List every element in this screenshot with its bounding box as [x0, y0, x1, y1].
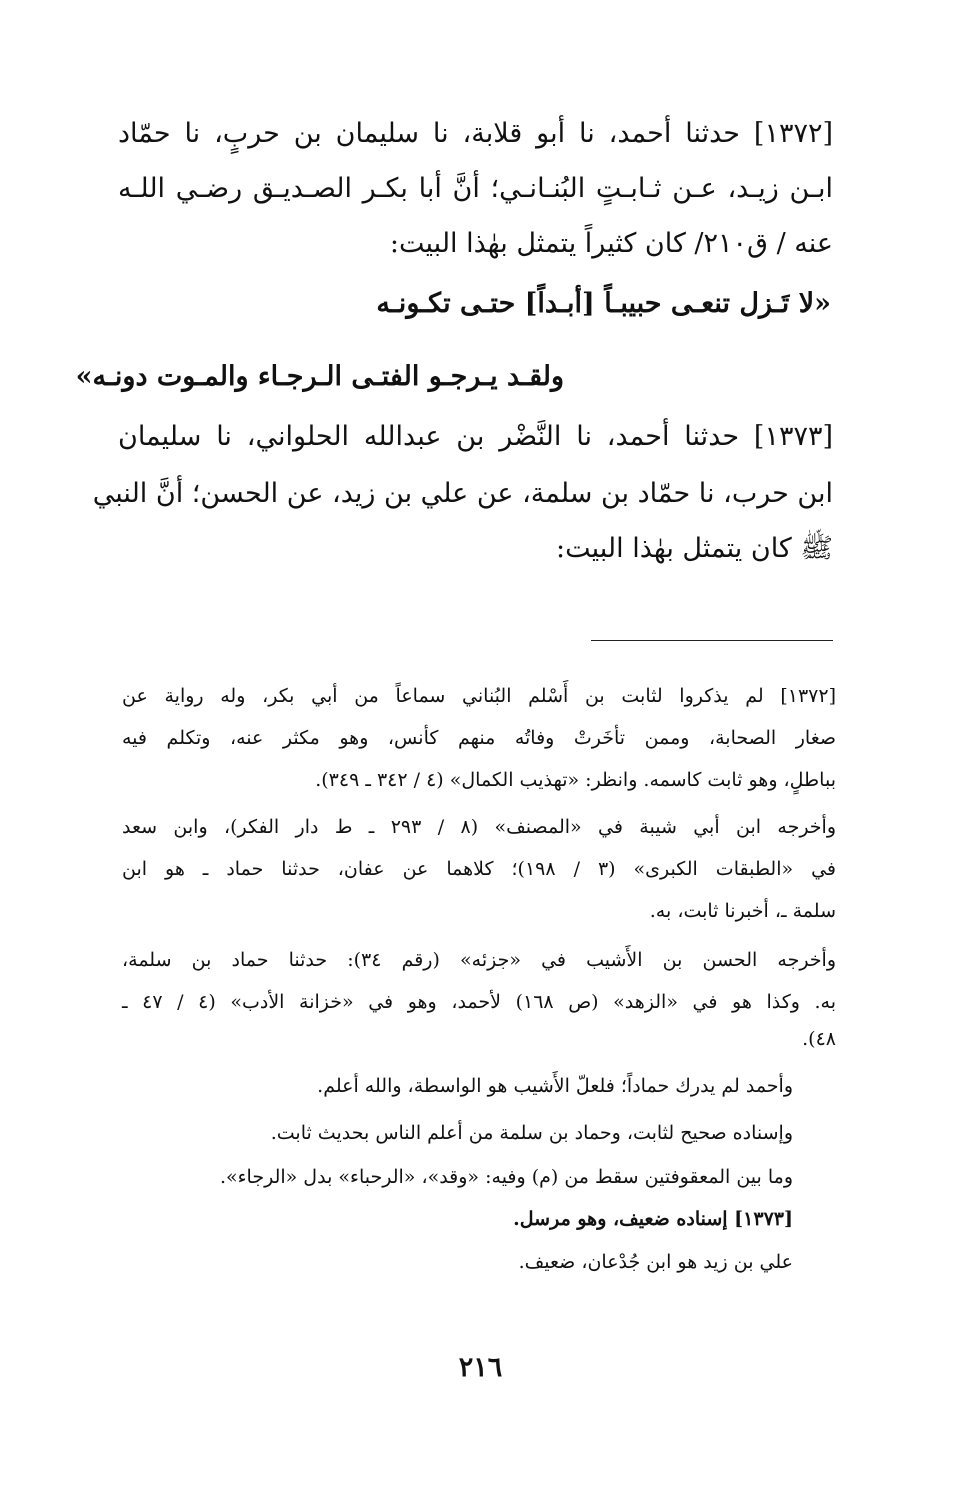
footnote-line: علي بن زيد هو ابن جُدْعان، ضعيف.: [518, 1251, 793, 1273]
footnote-line: ٤٨).: [802, 1028, 836, 1050]
footnote-line: وأحمد لم يدرك حماداً؛ فلعلّ الأَشيب هو الواسطة، والله أعلم.: [317, 1075, 793, 1097]
footnote-line: وأخرجه ابن أبي شيبة في «المصنف» (٨ / ٢٩٣ ـ ط دار الفكر)، وابن سعد: [122, 816, 836, 838]
verse-line-1: «لا تَـزل تنعـى حبيبـاً [أبـداً] حتـى تكـونـه: [376, 288, 831, 319]
verse-line-2: ولقـد يـرجـو الفتـى الـرجـاء والمـوت دونـه»: [75, 361, 564, 392]
hadith-1372-line-2: ابـن زيـد، عـن ثـابـتٍ البُنـانـي؛ أنَّ أبا بكـر الصـديـق رضـي اللـه: [118, 173, 833, 204]
footnote-separator: [591, 640, 833, 641]
footnote-line: في «الطبقات الكبرى» (٣ / ١٩٨)؛ كلاهما عن عفان، حدثنا حماد ـ هو ابن: [122, 858, 836, 880]
hadith-1373-line-1: [١٣٧٣] حدثنا أحمد، نا النَّضْر بن عبدالله الحلواني، نا سليمان: [118, 421, 833, 452]
hadith-1372-line-3: عنه / ق٢١٠/ كان كثيراً يتمثل بهٰذا البيت:: [389, 228, 833, 259]
hadith-1372-line-1: [١٣٧٢] حدثنا أحمد، نا أبو قلابة، نا سليمان بن حربٍ، نا حمّاد: [118, 118, 833, 149]
footnote-line: [١٣٧٣] إسناده ضعيف، وهو مرسل.: [513, 1208, 793, 1230]
footnote-line: وأخرجه الحسن بن الأَشيب في «جزئه» (رقم ٣٤): حدثنا حماد بن سلمة،: [122, 949, 836, 971]
footnote-line: وإسناده صحيح لثابت، وحماد بن سلمة من أعلم الناس بحديث ثابت.: [270, 1122, 793, 1144]
footnote-line: بباطلٍ، وهو ثابت كاسمه. وانظر: «تهذيب الكمال» (٤ / ٣٤٢ ـ ٣٤٩).: [315, 769, 836, 791]
footnote-line: سلمة ـ، أخبرنا ثابت، به.: [649, 900, 836, 922]
hadith-1373-line-3: ﷺ كان يتمثل بهٰذا البيت:: [556, 533, 833, 564]
footnote-line: [١٣٧٢] لم يذكروا لثابت بن أَسْلم البُناني سماعاً من أبي بكر، وله رواية عن: [122, 685, 836, 707]
footnote-line: به. وكذا هو في «الزهد» (ص ١٦٨) لأحمد، وهو في «خزانة الأدب» (٤ / ٤٧ ـ: [122, 991, 837, 1013]
footnote-line: صغار الصحابة، وممن تأخَرتْ وفاتُه منهم كأنس، وهو مكثر عنه، وتكلم فيه: [122, 727, 836, 749]
hadith-1373-line-2: ابن حرب، نا حمّاد بن سلمة، عن علي بن زيد، عن الحسن؛ أنَّ النبي: [92, 478, 833, 509]
footnote-line: وما بين المعقوفتين سقط من (م) وفيه: «وقد»، «الرحباء» بدل «الرجاء».: [219, 1166, 793, 1188]
page-number: ٢١٦: [458, 1352, 503, 1383]
